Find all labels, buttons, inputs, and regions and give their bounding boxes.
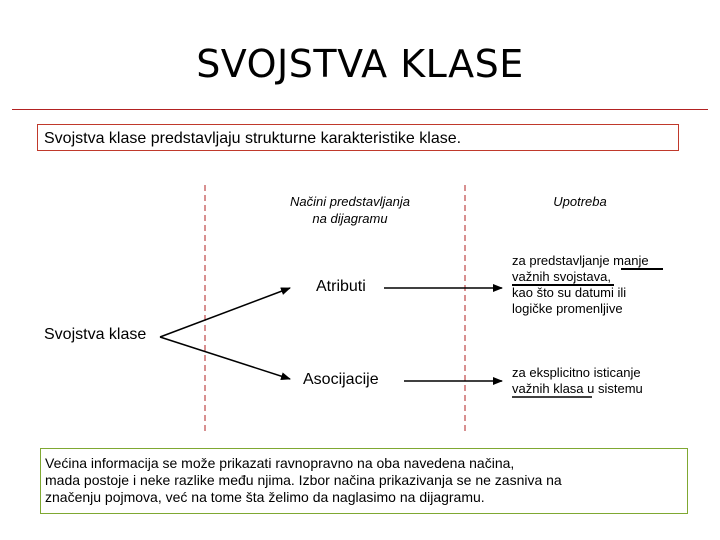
column-header-methods-line: Načini predstavljanja: [290, 194, 410, 209]
root-node-label: Svojstva klase: [44, 326, 147, 343]
column-header-methods-line: na dijagramu: [312, 211, 388, 226]
usage-line: važnih svojstava,: [512, 269, 611, 284]
note-line: mada postoje i neke razlike među njima. Izbor načina prikazivanja se ne zasniva na: [45, 472, 562, 488]
note-line: značenju pojmova, već na tome šta želimo da naglasimo na dijagramu.: [45, 489, 485, 505]
usage-line: kao što su datumi ili: [512, 285, 627, 300]
attributes-node-label: Atributi: [316, 278, 366, 295]
note-text: [45, 455, 685, 506]
associations-usage-text: [512, 365, 677, 397]
root-to-associations-arrow: [160, 337, 290, 379]
column-header-methods: [270, 193, 430, 227]
note-line: Većina informacija se može prikazati ravnopravno na oba navedena načina,: [45, 455, 515, 471]
usage-line: logičke promenljive: [512, 301, 623, 316]
usage-line: važnih klasa u sistemu: [512, 381, 643, 396]
usage-line: za eksplicitno isticanje: [512, 365, 641, 380]
root-to-attributes-arrow: [160, 288, 290, 337]
intro-text: Svojstva klase predstavljaju strukturne karakteristike klase.: [44, 130, 462, 147]
page-title: SVOJSTVA KLASE: [196, 42, 524, 86]
usage-line: za predstavljanje manje: [512, 253, 649, 268]
column-header-usage: Upotreba: [553, 194, 607, 209]
attributes-usage-text: [512, 253, 672, 317]
associations-node-label: Asocijacije: [303, 371, 379, 388]
